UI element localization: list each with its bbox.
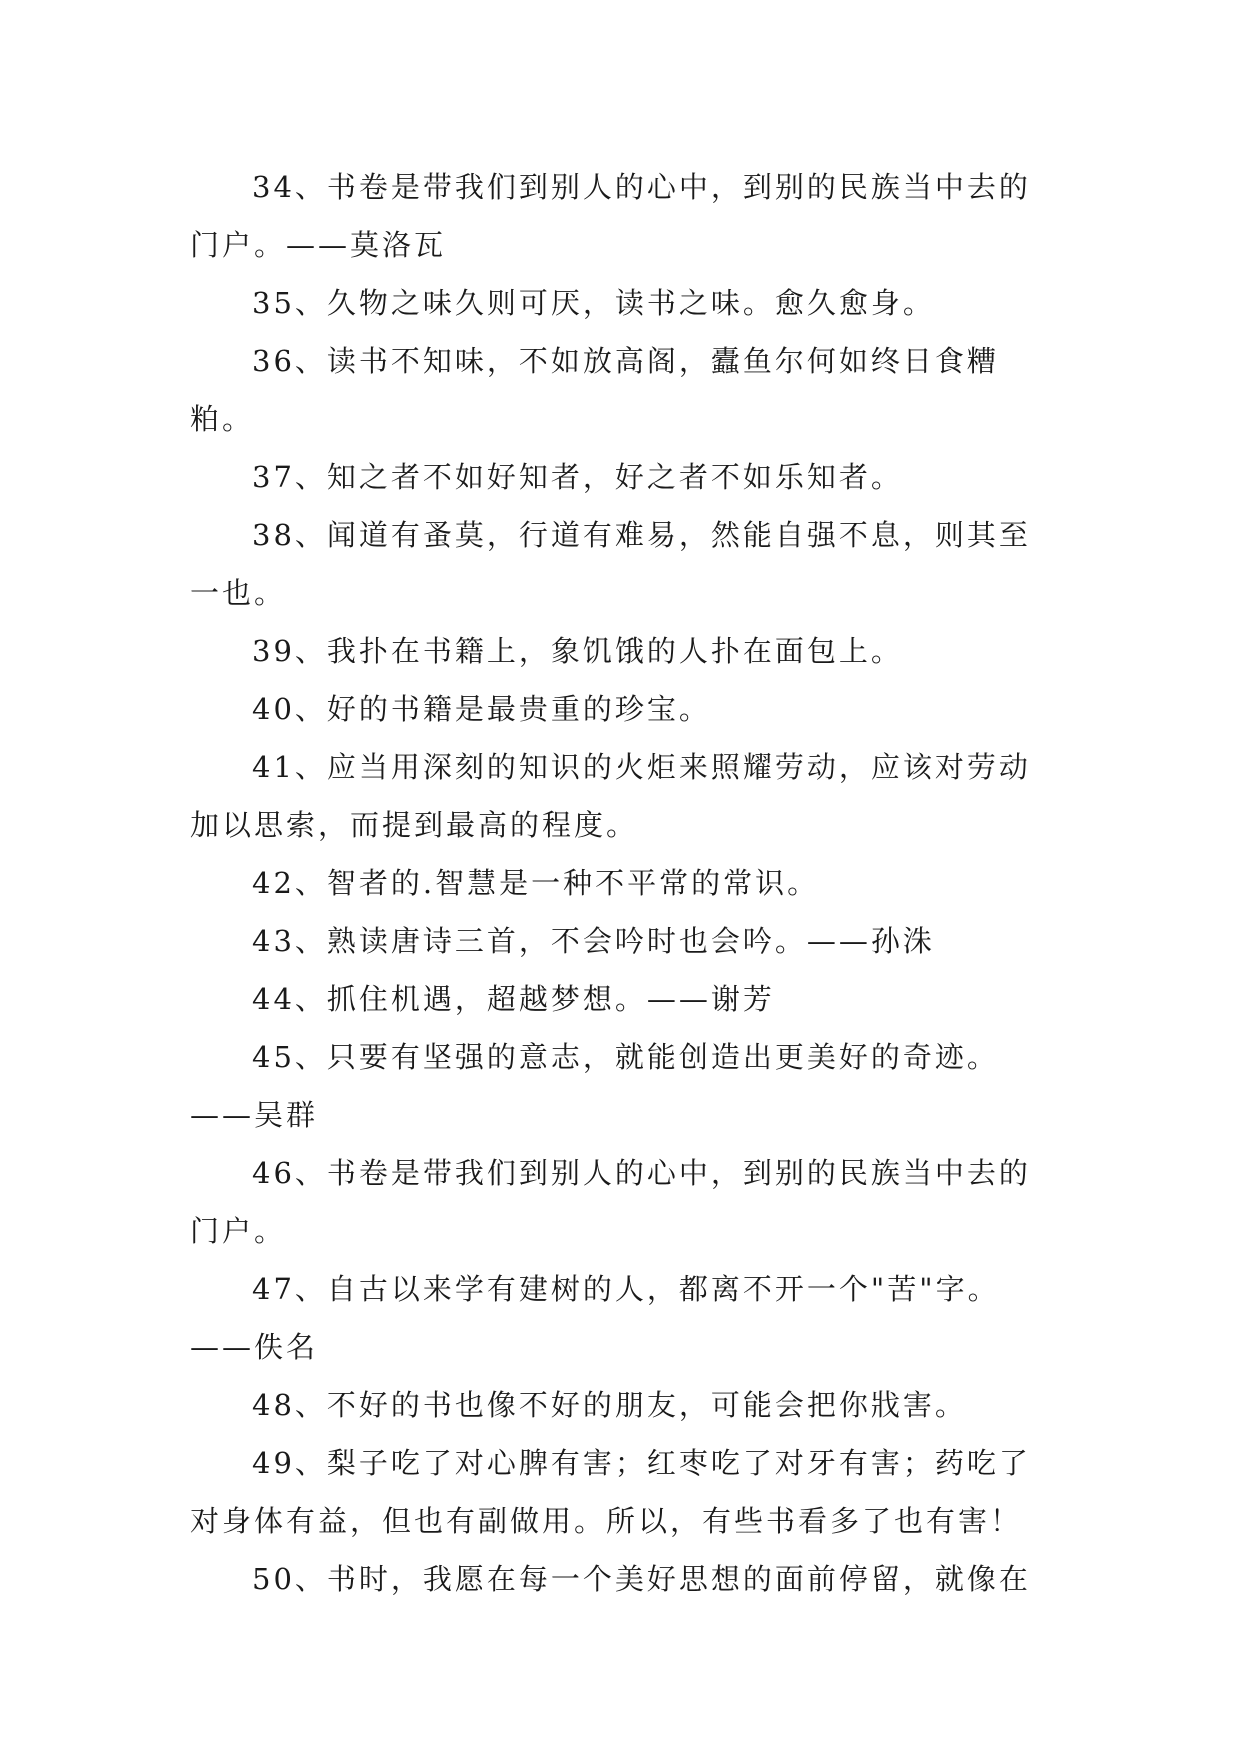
quote-paragraph-34: 34、书卷是带我们到别人的心中，到别的民族当中去的门户。——莫洛瓦 xyxy=(190,170,1031,262)
quote-paragraph-46: 46、书卷是带我们到别人的心中，到别的民族当中去的门户。 xyxy=(190,1156,1031,1248)
quote-paragraph-41: 41、应当用深刻的知识的火炬来照耀劳动，应该对劳动加以思索，而提到最高的程度。 xyxy=(190,750,1031,842)
quote-paragraph-42: 42、智者的.智慧是一种不平常的常识。 xyxy=(252,866,820,900)
document-body xyxy=(190,158,1056,1608)
quote-paragraph-36: 36、读书不知味，不如放高阁，蠹鱼尔何如终日食糟粕。 xyxy=(190,344,999,436)
quote-paragraph-48: 48、不好的书也像不好的朋友，可能会把你戕害。 xyxy=(252,1388,967,1422)
quote-paragraph-44: 44、抓住机遇，超越梦想。——谢芳 xyxy=(252,982,775,1016)
quote-paragraph-49: 49、梨子吃了对心脾有害；红枣吃了对牙有害；药吃了对身体有益，但也有副做用。所以，有些书看多了也有害！ xyxy=(190,1446,1031,1538)
quote-paragraph-37: 37、知之者不如好知者，好之者不如乐知者。 xyxy=(252,460,903,494)
quote-paragraph-45: 45、只要有坚强的意志，就能创造出更美好的奇迹。——吴群 xyxy=(190,1040,999,1132)
quote-paragraph-50: 50、书时，我愿在每一个美好思想的面前停留，就像在 xyxy=(252,1562,1031,1596)
quote-paragraph-40: 40、好的书籍是最贵重的珍宝。 xyxy=(252,692,711,726)
quote-paragraph-43: 43、熟读唐诗三首，不会吟时也会吟。——孙洙 xyxy=(252,924,935,958)
quote-paragraph-38: 38、闻道有蚤莫，行道有难易，然能自强不息，则其至一也。 xyxy=(190,518,1031,610)
quote-paragraph-35: 35、久物之味久则可厌，读书之味。愈久愈身。 xyxy=(252,286,935,320)
quote-paragraph-47: 47、自古以来学有建树的人，都离不开一个"苦"字。——佚名 xyxy=(190,1272,1000,1364)
quote-paragraph-39: 39、我扑在书籍上，象饥饿的人扑在面包上。 xyxy=(252,634,903,668)
